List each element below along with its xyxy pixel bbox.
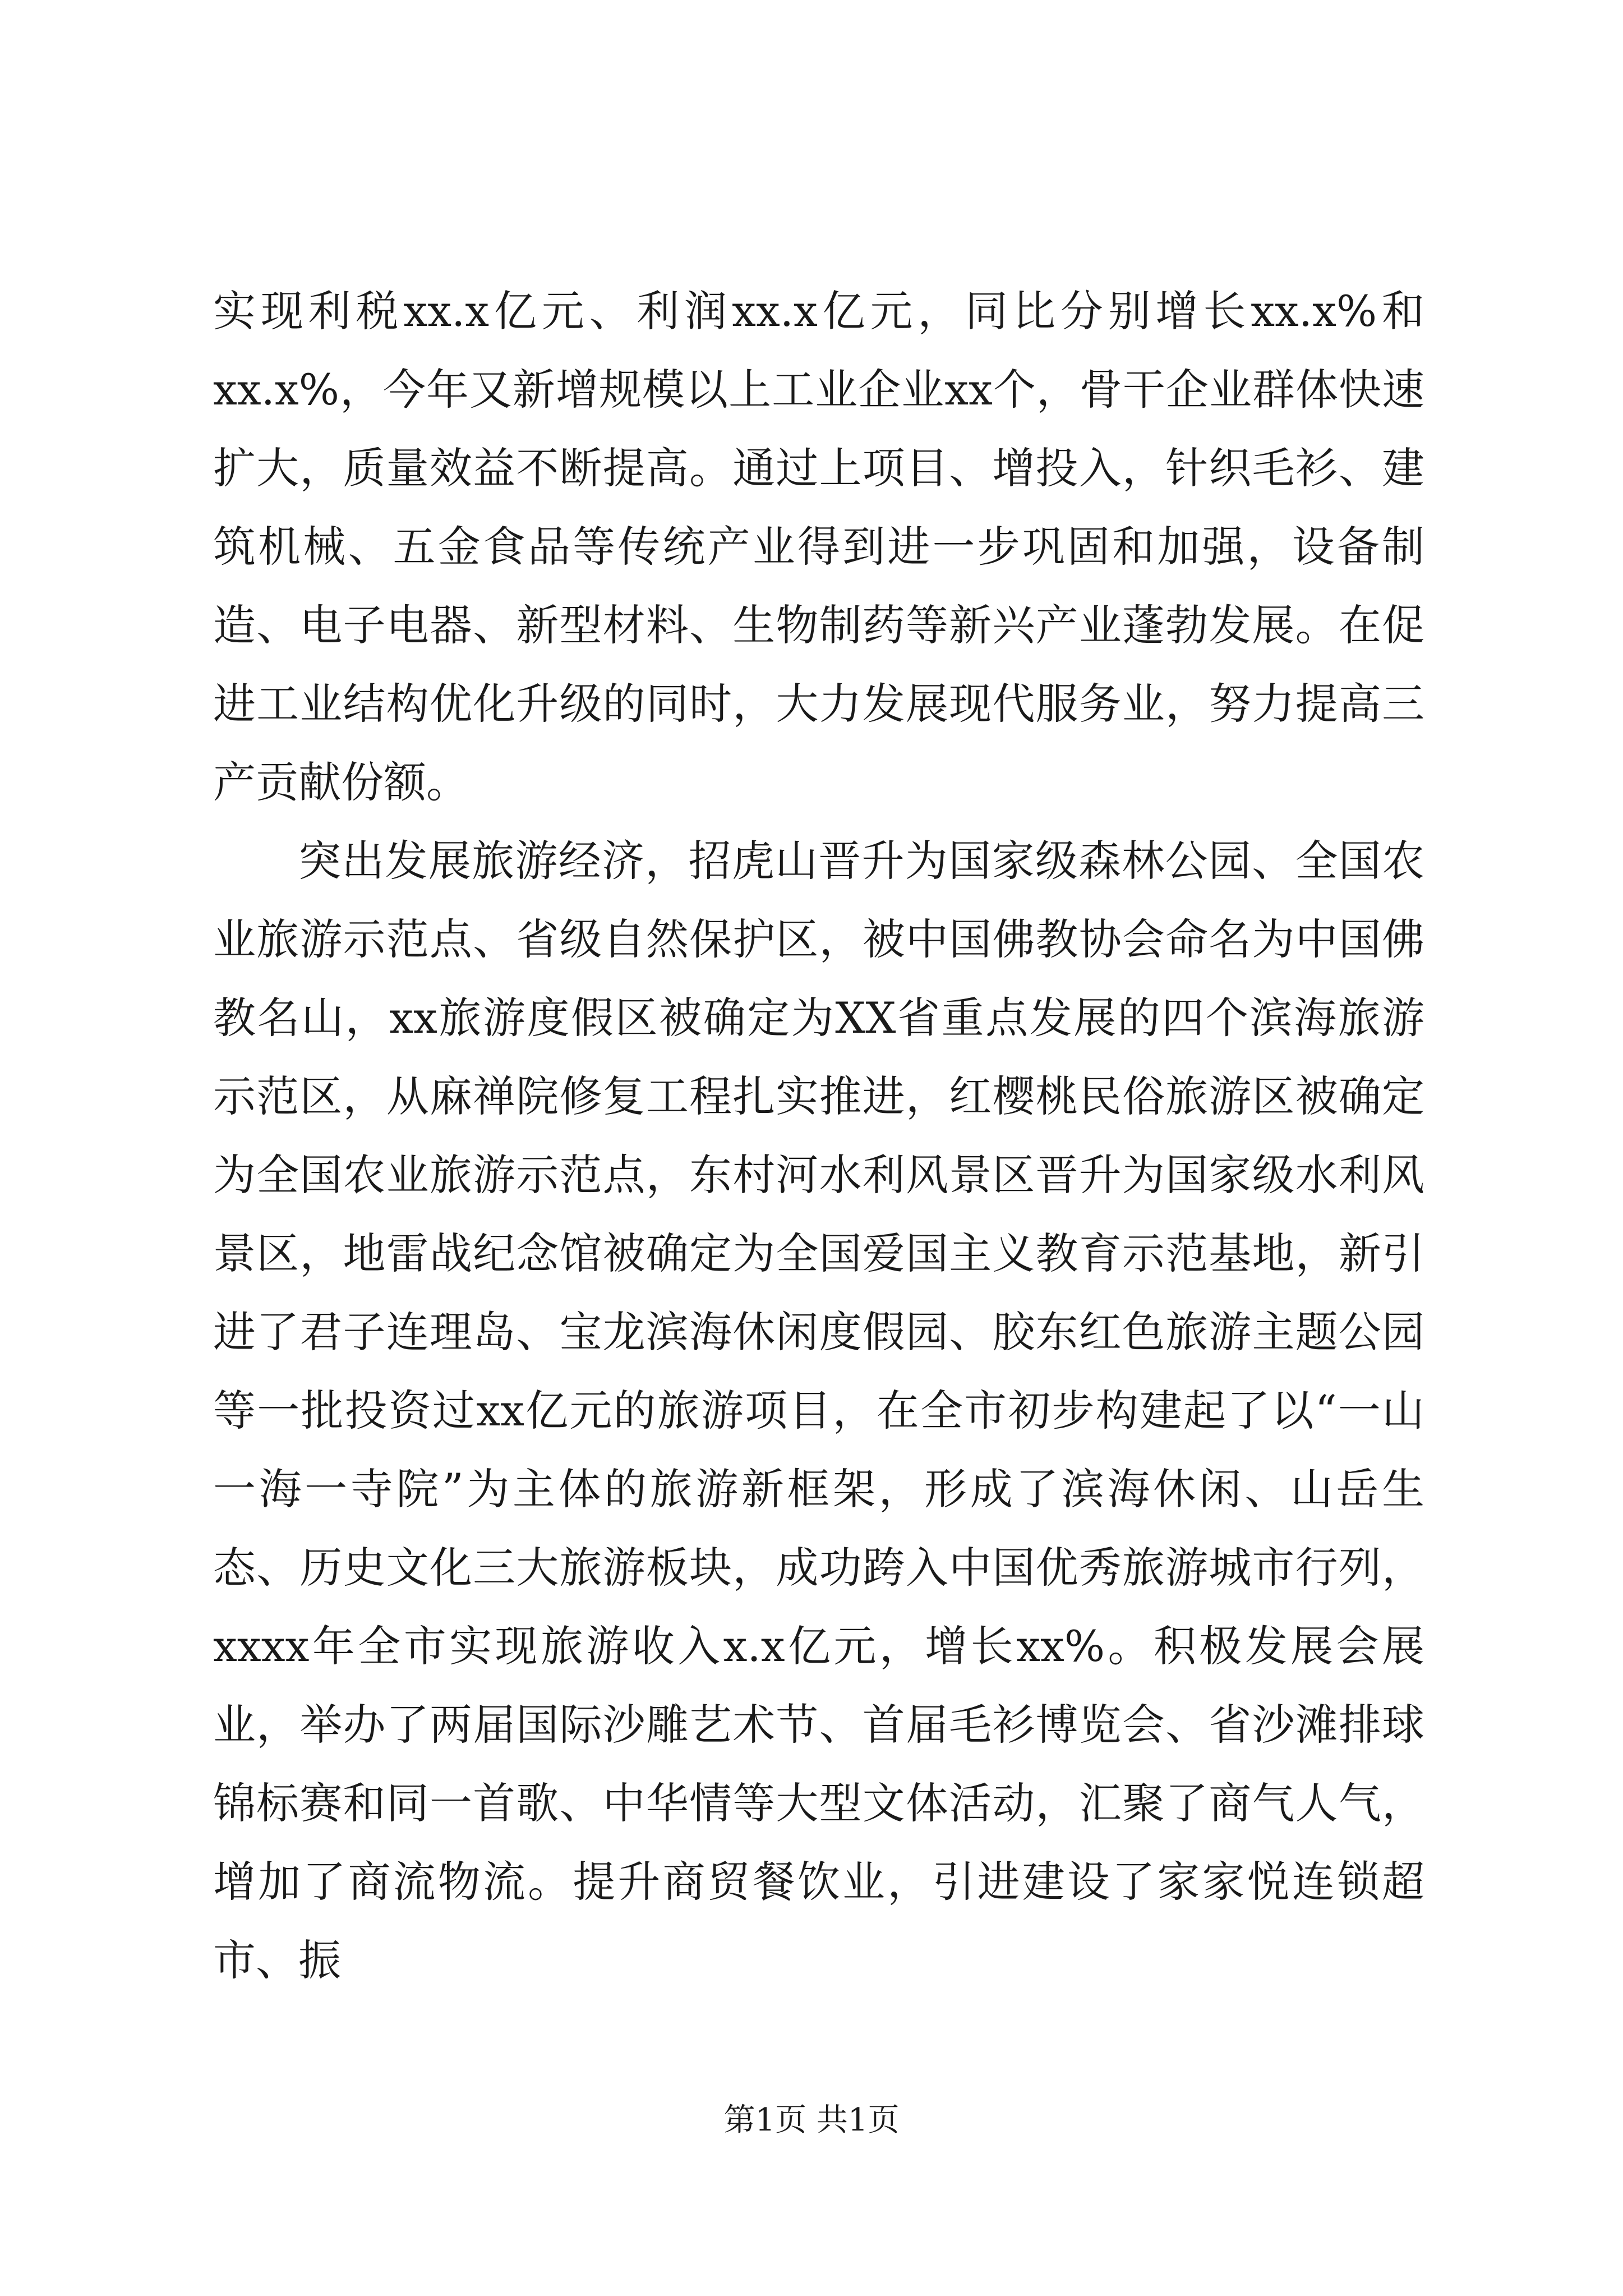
page-footer: 第1页 共1页	[723, 2102, 900, 2138]
paragraph-2: 突出发展旅游经济，招虎山晋升为国家级森林公园、全国农业旅游示范点、省级自然保护区，被中国佛教协会命名为中国佛教名山，xx旅游度假区被确定为XX省重点发展的四个滨海旅游示范区，从麻禅院修复工程扎实推进，红樱桃民俗旅游区被确定为全国农业旅游示范点，东村河水利风景区晋升为国家级水利风景区，地雷战纪念馆被确定为全国爱国主义教育示范基地，新引进了君子连理岛、宝龙滨海休闲度假园、胶东红色旅游主题公园等一批投资过xx亿元的旅游项目，在全市初步构建起了以“一山一海一寺院”为主体的旅游新框架，形成了滨海休闲、山岳生态、历史文化三大旅游板块，成功跨入中国优秀旅游城市行列，xxxx年全市实现旅游收入x.x亿元，增长xx%。积极发展会展业，举办了两届国际沙雕艺术节、首届毛衫博览会、省沙滩排球锦标赛和同一首歌、中华情等大型文体活动，汇聚了商气人气，增加了商流物流。提升商贸餐饮业，引进建设了家家悦连锁超市、振	[213, 836, 1424, 1985]
paragraph-1: 实现利税xx.x亿元、利润xx.x亿元，同比分别增长xx.x%和xx.x%，今年又新增规模以上工业企业xx个，骨干企业群体快速扩大，质量效益不断提高。通过上项目、增投入，针织毛衫、建筑机械、五金食品等传统产业得到进一步巩固和加强，设备制造、电子电器、新型材料、生物制药等新兴产业蓬勃发展。在促进工业结构优化升级的同时，大力发展现代服务业，努力提高三产贡献份额。	[213, 286, 1424, 807]
document-body	[213, 272, 1424, 2000]
